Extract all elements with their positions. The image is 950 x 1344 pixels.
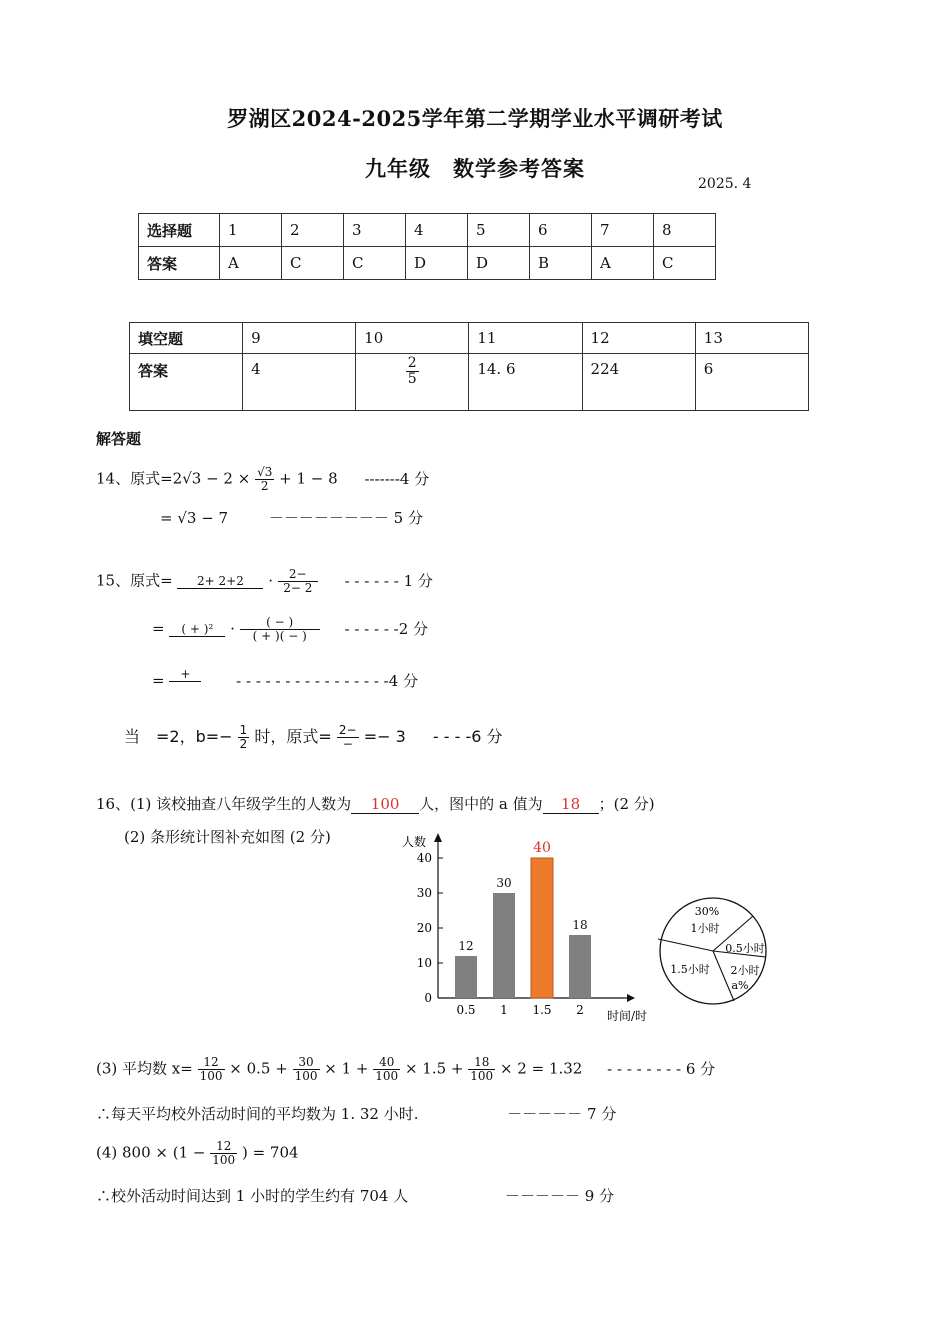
fraction: $\frac{√3}{2}$ bbox=[257, 465, 273, 494]
bar bbox=[531, 858, 553, 998]
table-header-cell: 填空题 bbox=[130, 323, 243, 354]
bar bbox=[569, 935, 591, 998]
q16-part3: (3) 平均数 x= $\frac{12}{100}$ × 0.5 + $\frac{30}{100}$ × 1 + $\frac{40}{100}$ × 1.5 + $\frac{18}{100}$ × 2 = 1.32 - - - - - - - - 6 分 bbox=[96, 1055, 716, 1084]
q15-line2: = ( + )² · $\frac{( - )}{( + )( - )}$ - - - - - -2 分 bbox=[152, 615, 429, 644]
pie-label: 0.5小时 bbox=[725, 942, 765, 955]
section-title: 解答题 bbox=[96, 430, 142, 448]
fraction: 2+ 2+2 bbox=[177, 575, 263, 589]
fraction: $\frac{2}{5}$ bbox=[407, 355, 417, 388]
table-cell: C bbox=[654, 247, 716, 280]
fraction: $\frac{40}{100}$ bbox=[375, 1055, 399, 1084]
y-axis-label: 人数 bbox=[402, 835, 427, 849]
q15-line1: 15、原式= 2+ 2+2 · $\frac{2-}{2- 2}$ - - - - - - 1 分 bbox=[96, 567, 433, 596]
table-header-cell: 选择题 bbox=[139, 214, 220, 247]
table-cell: 224 bbox=[582, 354, 695, 411]
choice-answer-table bbox=[138, 213, 716, 280]
table-header-cell: 答案 bbox=[130, 354, 243, 411]
q16-part4: (4) 800 × (1 − $\frac{12}{100}$ ) = 704 bbox=[96, 1139, 299, 1168]
pie-label: 1小时 bbox=[690, 922, 720, 935]
pie-label: a% bbox=[731, 979, 749, 992]
table-cell: 5 bbox=[468, 214, 530, 247]
data-label: 30 bbox=[496, 876, 512, 890]
fraction: $\frac{2-}{2- 2}$ bbox=[278, 568, 318, 595]
table-cell: 4 bbox=[406, 214, 468, 247]
table-cell: B bbox=[530, 247, 592, 280]
table-cell: 12 bbox=[582, 323, 695, 354]
q16-part3-conclusion: ∴每天平均校外活动时间的平均数为 1. 32 小时. －－－－－ 7 分 bbox=[96, 1105, 617, 1123]
x-tick-label: 1.5 bbox=[532, 1003, 552, 1017]
table-cell: 1 bbox=[220, 214, 282, 247]
table-cell: 14. 6 bbox=[469, 354, 582, 411]
q15-line3: = + - - - - - - - - - - - - - - - -4 分 bbox=[152, 668, 418, 695]
y-tick-label: 40 bbox=[416, 851, 432, 865]
exam-date: 2025. 4 bbox=[698, 176, 752, 192]
x-axis-label: 时间/时 bbox=[607, 1009, 648, 1023]
table-cell: 7 bbox=[592, 214, 654, 247]
table-cell: D bbox=[468, 247, 530, 280]
pie-label: 30% bbox=[694, 905, 720, 918]
table-cell: 9 bbox=[243, 323, 356, 354]
table-cell: 2 bbox=[282, 214, 344, 247]
q15-line4: 当 =2，b=− $\frac{1}{2}$ 时，原式= $\frac{2-}{-}$ =− 3 - - - -6 分 bbox=[124, 723, 503, 752]
x-tick-label: 0.5 bbox=[456, 1003, 476, 1017]
table-row bbox=[130, 354, 809, 411]
bar bbox=[493, 893, 515, 998]
x-axis-arrow bbox=[627, 994, 635, 1002]
fraction: $\frac{1}{2}$ bbox=[239, 723, 248, 752]
table-header-cell: 答案 bbox=[139, 247, 220, 280]
page-title: 罗湖区2024-2025学年第二学期学业水平调研考试 bbox=[227, 106, 723, 131]
x-tick-label: 2 bbox=[576, 1003, 584, 1017]
table-cell: 11 bbox=[469, 323, 582, 354]
fraction: $\frac{30}{100}$ bbox=[294, 1055, 318, 1084]
table-cell: 6 bbox=[695, 354, 808, 411]
q14-line1: 14、原式=2√3 − 2 × $\frac{√3}{2}$ + 1 − 8 -------4 分 bbox=[96, 465, 430, 494]
y-tick-label: 20 bbox=[416, 921, 432, 935]
table-cell: A bbox=[592, 247, 654, 280]
table-cell: 3 bbox=[344, 214, 406, 247]
x-tick-label: 1 bbox=[500, 1003, 508, 1017]
data-label: 40 bbox=[533, 840, 551, 856]
fraction: $\frac{12}{100}$ bbox=[199, 1055, 223, 1084]
table-cell: 10 bbox=[356, 323, 469, 354]
fraction: ( + )² bbox=[169, 623, 225, 637]
bar bbox=[455, 956, 477, 998]
y-tick-label: 0 bbox=[424, 991, 432, 1005]
table-cell: C bbox=[282, 247, 344, 280]
table-cell: D bbox=[406, 247, 468, 280]
page-subtitle: 九年级 数学参考答案 bbox=[365, 156, 585, 181]
y-axis-arrow bbox=[434, 833, 442, 842]
table-cell: 4 bbox=[243, 354, 356, 411]
q16-part4-conclusion: ∴校外活动时间达到 1 小时的学生约有 704 人 －－－－－ 9 分 bbox=[96, 1187, 615, 1205]
bar-chart bbox=[392, 826, 664, 1026]
table-row bbox=[139, 247, 716, 280]
fraction: $\frac{18}{100}$ bbox=[470, 1055, 494, 1084]
q16-part2: (2) 条形统计图补充如图 (2 分) bbox=[124, 828, 331, 846]
table-cell: 6 bbox=[530, 214, 592, 247]
q14-line2: = √3 − 7 －－－－－－－－ 5 分 bbox=[160, 509, 423, 527]
fill-answer-table bbox=[129, 322, 809, 411]
fraction: $\frac{12}{100}$ bbox=[212, 1139, 236, 1168]
table-cell: 8 bbox=[654, 214, 716, 247]
table-row bbox=[139, 214, 716, 247]
table-cell: A bbox=[220, 247, 282, 280]
pie-label: 2小时 bbox=[730, 964, 760, 977]
data-label: 12 bbox=[458, 939, 474, 953]
pie-label: 1.5小时 bbox=[670, 963, 710, 976]
y-tick-label: 10 bbox=[416, 956, 432, 970]
fraction: + bbox=[169, 668, 201, 695]
fraction: $\frac{2-}{-}$ bbox=[338, 723, 357, 752]
q16-part1: 16、(1) 该校抽查八年级学生的人数为 100 人，图中的 a 值为 18 ；(2 分) bbox=[96, 795, 655, 813]
fraction: $\frac{( - )}{( + )( - )}$ bbox=[240, 616, 320, 643]
y-tick-label: 30 bbox=[416, 886, 432, 900]
table-row bbox=[130, 323, 809, 354]
table-cell bbox=[356, 354, 469, 411]
table-cell: 13 bbox=[695, 323, 808, 354]
data-label: 18 bbox=[572, 918, 588, 932]
table-cell: C bbox=[344, 247, 406, 280]
pie-chart bbox=[655, 895, 775, 1007]
